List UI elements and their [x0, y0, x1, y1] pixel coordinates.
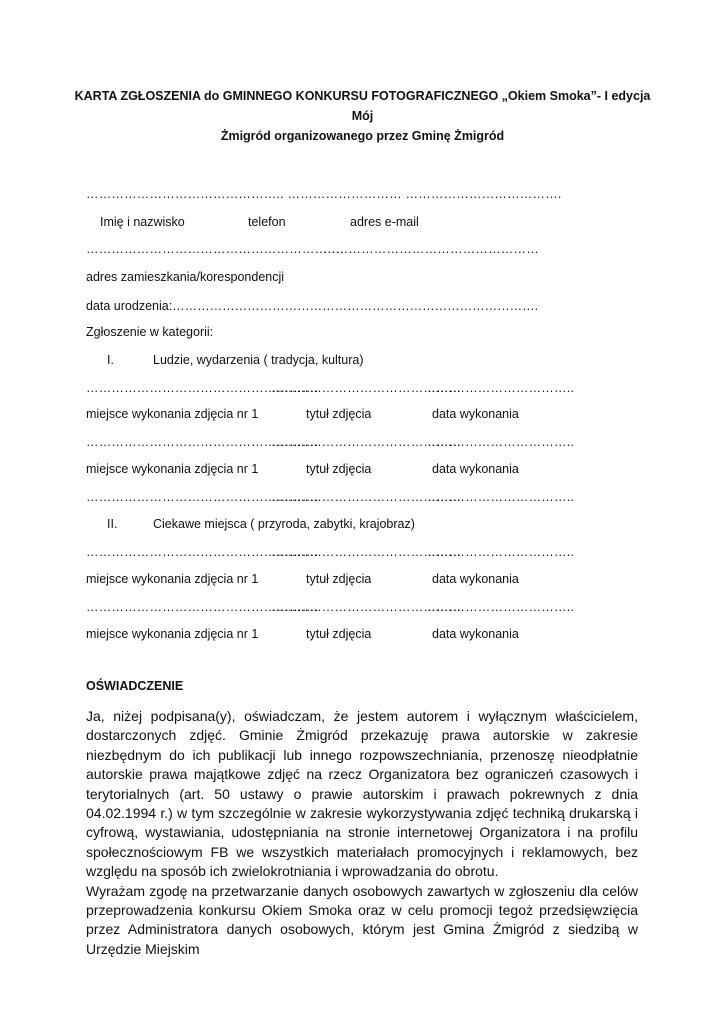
entry-title-label: tytuł zdjęcia — [306, 462, 372, 476]
phone-label: telefon — [248, 215, 286, 229]
form-title-line-1: KARTA ZGŁOSZENIA do GMINNEGO KONKURSU FOTOGRAFICZNEGO „Okiem Smoka”- I edycja Mój — [74, 89, 651, 123]
entry-title-dots: ……………………………………… — [271, 545, 462, 559]
entry-date-dots: …………………………….. — [427, 490, 575, 504]
entry-place-label: miejsce wykonania zdjęcia nr 1 — [86, 627, 259, 641]
entry-place-label: miejsce wykonania zdjęcia nr 1 — [86, 572, 259, 586]
category-1-name: Ludzie, wydarzenia ( tradycja, kultura) — [153, 353, 364, 367]
entry-date-dots: …………………………….. — [427, 381, 575, 395]
entry-title-dots: ……………………………………… — [271, 381, 462, 395]
consent-paragraph: Wyrażam zgodę na przetwarzanie danych osobowych zawartych w zgłoszeniu dla celów przeprowadzenia konkursu Okiem Smoka oraz w celu promocji tegoż przedsięwzięcia przez Administratora danych osobowych, którym jest Gmina Żmigród z siedzibą w Urzędzie Miejskim — [86, 882, 638, 957]
entry-title-dots: ……………………………………… — [271, 490, 462, 504]
entry-place-label: miejsce wykonania zdjęcia nr 1 — [86, 407, 259, 421]
declaration-heading: OŚWIADCZENIE — [86, 679, 184, 693]
category-intro: Zgłoszenie w kategorii: — [86, 325, 214, 339]
entry-date-dots: …………………………….. — [427, 600, 575, 614]
entry-title-dots: ……………………………………… — [271, 435, 462, 449]
entry-place-dots: ………………………………………………. — [86, 490, 319, 504]
entry-date-label: data wykonania — [432, 407, 519, 421]
entry-date-label: data wykonania — [432, 627, 519, 641]
entry-place-dots: ………………………………………………. — [86, 435, 319, 449]
form-title — [70, 86, 655, 146]
address-label: adres zamieszkania/korespondencji — [86, 270, 285, 284]
address-dots: ……………………………………………………. — [86, 242, 344, 256]
entry-title-label: tytuł zdjęcia — [306, 627, 372, 641]
entry-place-dots: ………………………………………………. — [86, 600, 319, 614]
entry-title-label: tytuł zdjęcia — [306, 572, 372, 586]
category-2-name: Ciekawe miejsca ( przyroda, zabytki, krajobraz) — [153, 517, 415, 531]
declaration-paragraph: Ja, niżej podpisana(y), oświadczam, że jestem autorem i wyłącznym właścicielem, dostarczonych zdjęć. Gminie Żmigród przekazuję prawa autorskie w zakresie niezbędnym do ich publikacji lub innego rozpowszechniania, przenoszę nieodpłatnie autorskie prawa majątkowe zdjęć na rzecz Organizatora bez ograniczeń czasowych i terytorialnych (art. 50 ustawy o prawie autorskim i prawach pokrewnych z dnia 04.02.1994 r.) w tym szczególnie w zakresie wykorzystywania zdjęć techniką drukarską i cyfrową, wystawiania, udostępniania na stronie internetowej Organizatora i na profilu społecznościowym FB we wszystkich materiałach promocyjnych i reklamowych, bez względu na sposób ich zwielokrotniania i wprowadzania do obrotu. — [86, 708, 638, 880]
entry-date-label: data wykonania — [432, 462, 519, 476]
address-dots-2: …………………………………………… — [323, 242, 539, 256]
entry-date-dots: …………………………….. — [427, 435, 575, 449]
form-title-line-2: Żmigród organizowanego przez Gminę Żmigród — [220, 129, 505, 143]
entry-place-label: miejsce wykonania zdjęcia nr 1 — [86, 462, 259, 476]
name-phone-email-dots: ……………………………………….. ……………………… ………………………………. — [86, 187, 562, 201]
entry-date-label: data wykonania — [432, 572, 519, 586]
entry-date-dots: …………………………….. — [427, 545, 575, 559]
entry-place-dots: ………………………………………………. — [86, 381, 319, 395]
name-label: Imię i nazwisko — [100, 215, 185, 229]
category-1-numeral: I. — [107, 353, 114, 367]
entry-place-dots: ………………………………………………. — [86, 545, 319, 559]
birth-date-label: data urodzenia:……………………………………………………………………………. — [86, 299, 539, 313]
entry-title-dots: ……………………………………… — [271, 600, 462, 614]
category-2-numeral: II. — [107, 517, 118, 531]
email-label: adres e-mail — [350, 215, 419, 229]
entry-title-label: tytuł zdjęcia — [306, 407, 372, 421]
declaration-body — [86, 707, 638, 959]
